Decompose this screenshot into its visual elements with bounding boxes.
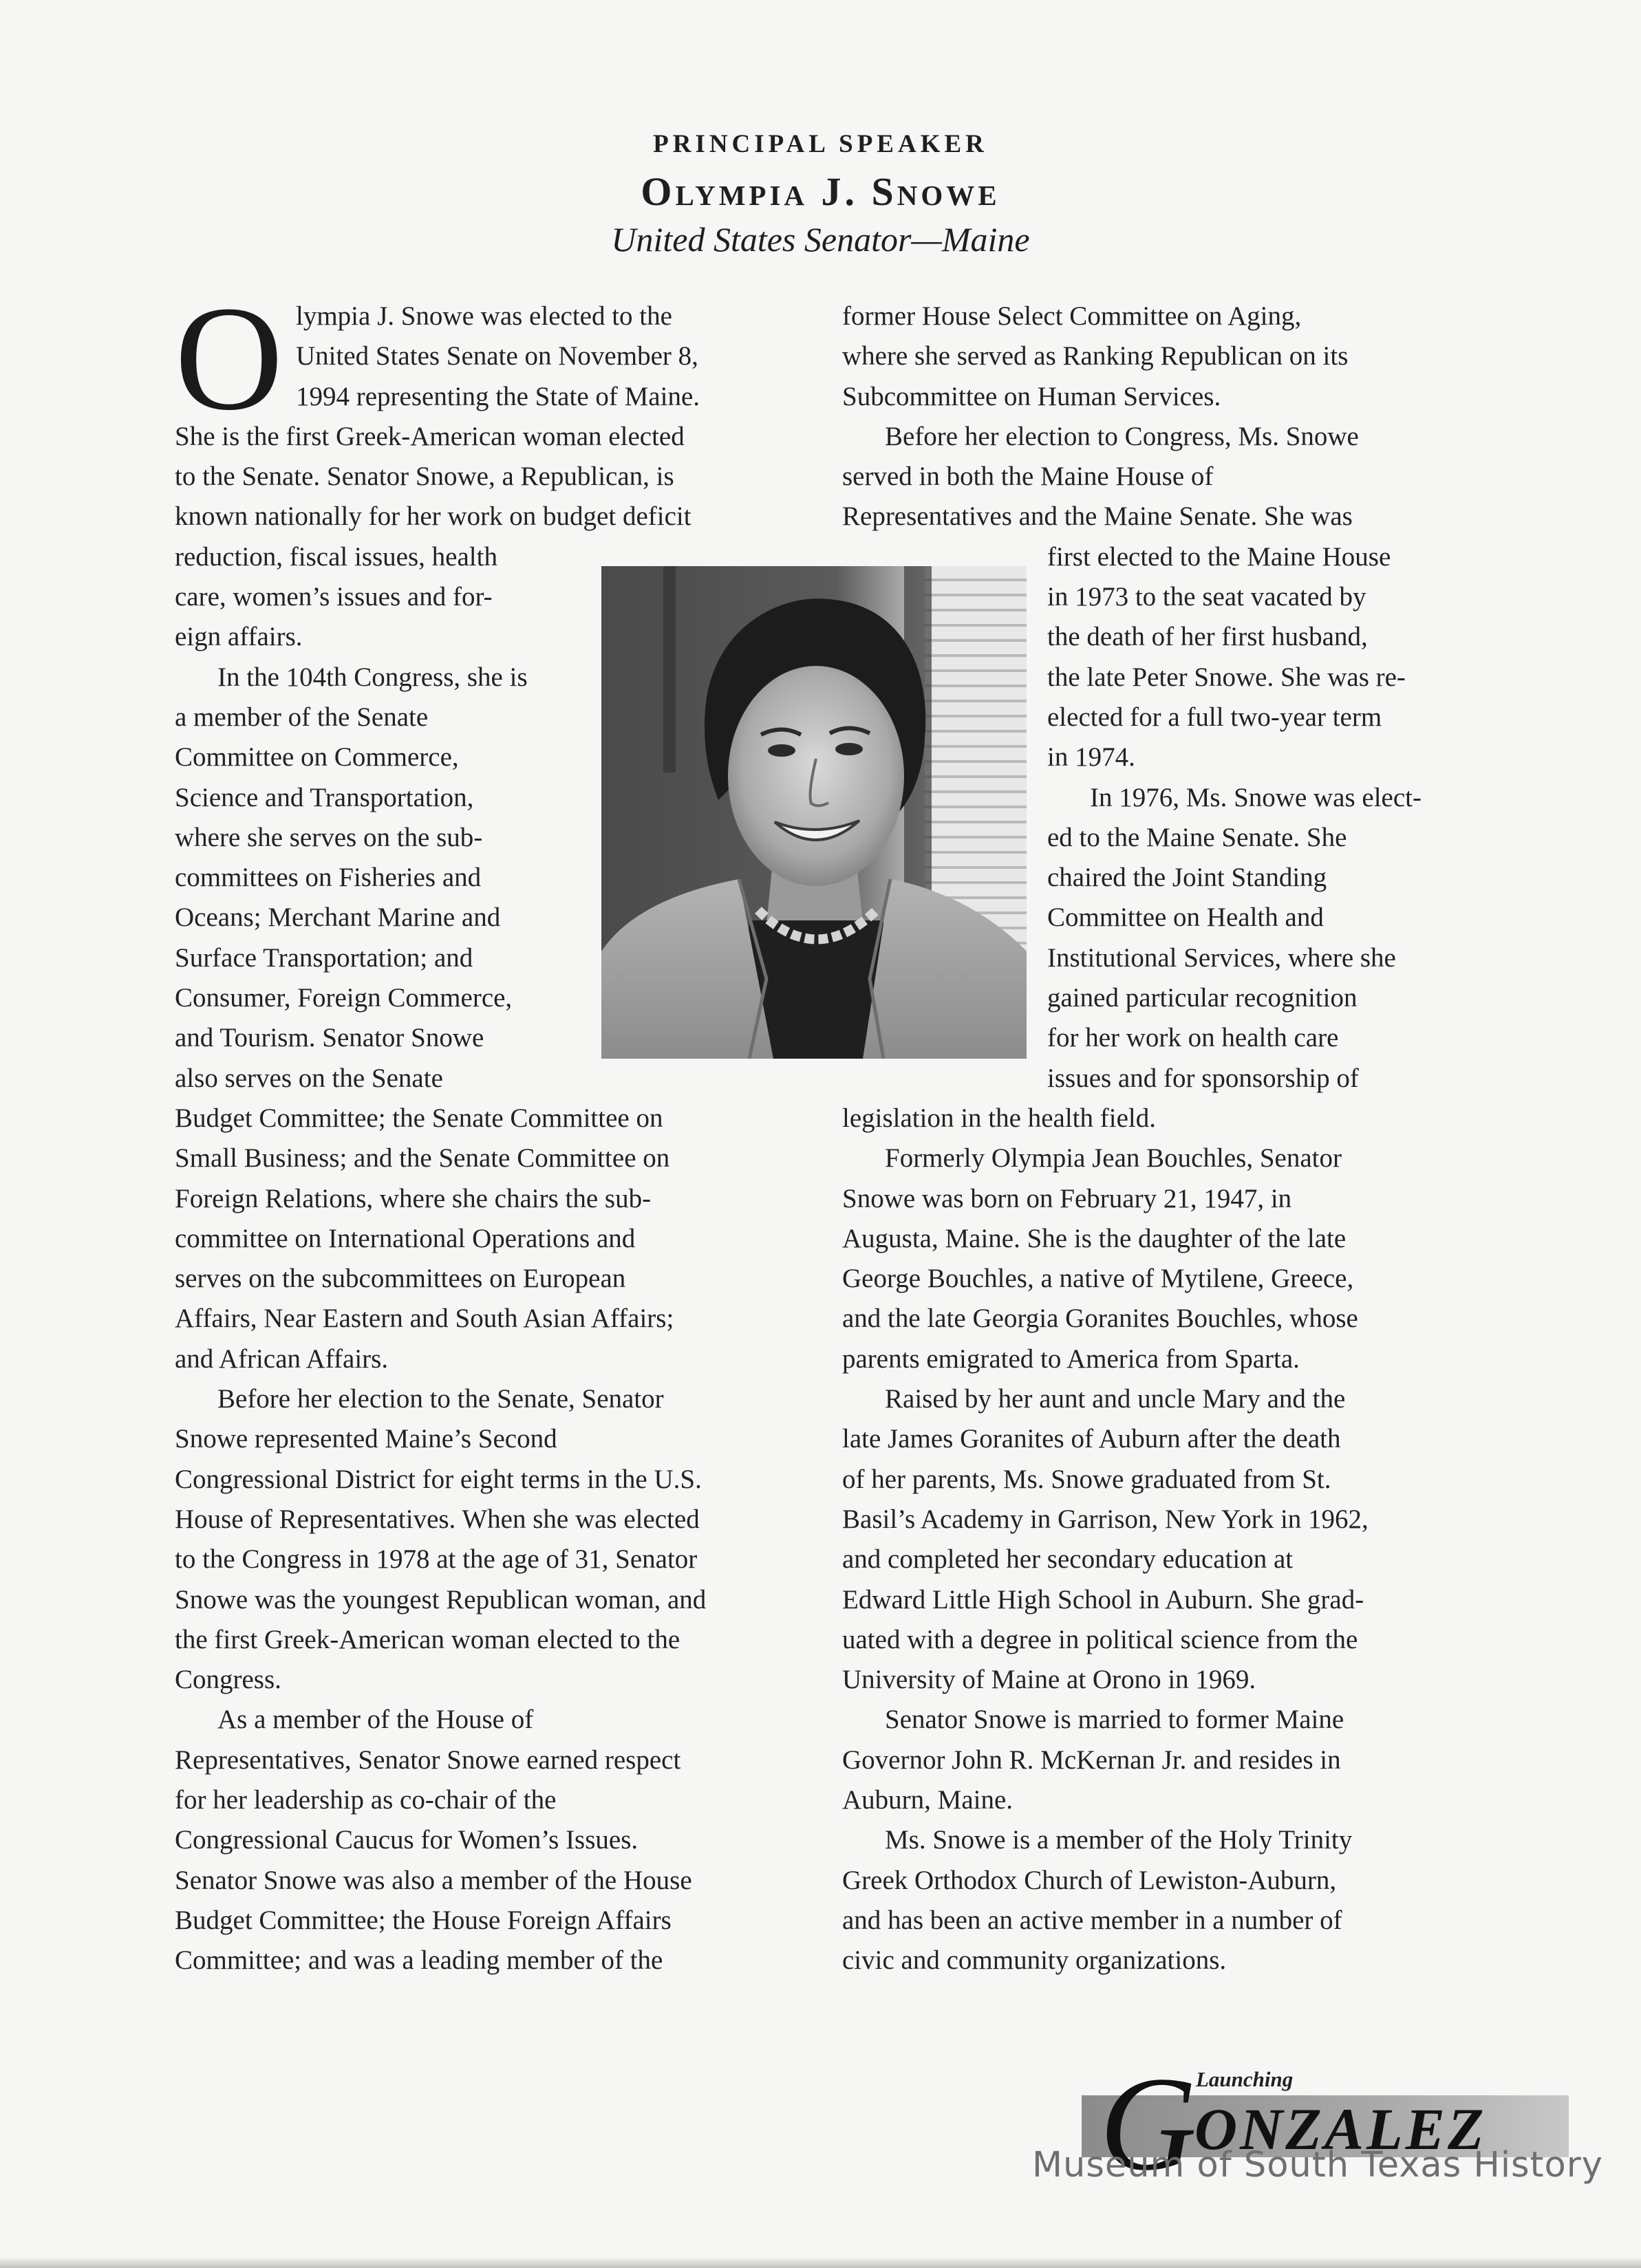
text-line: Snowe was born on February 21, 1947, in	[842, 1183, 1292, 1213]
text-line: Senator Snowe is married to former Maine	[885, 1705, 1344, 1735]
logo-wordmark: ONZALEZ	[1194, 2096, 1487, 2162]
text-line: and completed her secondary education at	[842, 1544, 1294, 1575]
text-line: Augusta, Maine. She is the daughter of the late	[842, 1223, 1347, 1253]
logo-tagline: Launching	[1196, 2067, 1294, 2091]
text-line: Science and Transportation,	[175, 782, 474, 812]
speaker-header	[0, 129, 1641, 260]
scan-edge-shadow	[0, 2257, 1641, 2268]
text-line: and the late Georgia Goranites Bouchles, whose	[842, 1304, 1358, 1334]
text-line: ed to the Maine Senate. She	[1047, 822, 1347, 852]
text-line: Committee; and was a leading member of the	[175, 1945, 663, 1976]
text-line: Representatives and the Maine Senate. She was	[842, 501, 1353, 532]
text-line: where she serves on the sub-	[175, 822, 483, 852]
text-line: University of Maine at Orono in 1969.	[842, 1665, 1256, 1695]
text-line: issues and for sponsorship of	[1047, 1063, 1359, 1093]
text-line: As a member of the House of	[217, 1705, 534, 1735]
text-line: former House Select Committee on Aging,	[842, 301, 1302, 331]
text-line: late James Goranites of Auburn after the death	[842, 1424, 1341, 1454]
text-line: In the 104th Congress, she is	[217, 662, 528, 692]
text-line: in 1974.	[1047, 742, 1135, 773]
text-line: George Bouchles, a native of Mytilene, Greece,	[842, 1264, 1354, 1294]
text-line: In 1976, Ms. Snowe was elect-	[1090, 782, 1422, 812]
text-line: committees on Fisheries and	[175, 863, 482, 893]
text-line: the death of her first husband,	[1047, 622, 1368, 652]
text-line: for her leadership as co-chair of the	[175, 1784, 557, 1815]
text-line: to the Congress in 1978 at the age of 31, Senator	[175, 1544, 698, 1575]
text-line: 1994 representing the State of Maine.	[296, 381, 700, 411]
text-line: a member of the Senate	[175, 702, 429, 732]
text-line: Snowe was the youngest Republican woman, and	[175, 1584, 707, 1614]
text-line: Congressional Caucus for Women’s Issues.	[175, 1825, 639, 1855]
text-line: known nationally for her work on budget deficit	[175, 501, 691, 532]
text-line: Edward Little High School in Auburn. She grad-	[842, 1584, 1364, 1614]
text-line: Greek Orthodox Church of Lewiston-Auburn,	[842, 1865, 1337, 1895]
speaker-title: United States Senator—Maine	[611, 220, 1030, 259]
text-line: eign affairs.	[175, 622, 303, 652]
text-line: Snowe represented Maine’s Second	[175, 1424, 557, 1454]
text-line: Committee on Health and	[1047, 903, 1324, 933]
text-line: Basil’s Academy in Garrison, New York in 1962,	[842, 1504, 1369, 1534]
text-line: House of Representatives. When she was elected	[175, 1504, 700, 1534]
text-line: Governor John R. McKernan Jr. and resides in	[842, 1745, 1341, 1775]
text-line: She is the first Greek-American woman elected	[175, 421, 685, 451]
text-line: where she served as Ranking Republican on its	[842, 341, 1349, 371]
text-line: Formerly Olympia Jean Bouchles, Senator	[885, 1143, 1342, 1174]
text-line: elected for a full two-year term	[1047, 702, 1382, 732]
text-line: gained particular recognition	[1047, 983, 1358, 1013]
text-line: Small Business; and the Senate Committee on	[175, 1143, 670, 1174]
text-line: Committee on Commerce,	[175, 742, 459, 773]
text-line: Raised by her aunt and uncle Mary and the	[885, 1384, 1346, 1414]
text-line: serves on the subcommittees on European	[175, 1264, 626, 1294]
text-line: of her parents, Ms. Snowe graduated from St.	[842, 1464, 1331, 1494]
text-line: committee on International Operations and	[175, 1223, 636, 1253]
text-line: Budget Committee; the Senate Committee on	[175, 1103, 663, 1133]
logo-initial: G	[1100, 2049, 1197, 2199]
text-line: the late Peter Snowe. She was re-	[1047, 662, 1406, 692]
text-line: and has been an active member in a number of	[842, 1905, 1342, 1935]
text-line: chaired the Joint Standing	[1047, 863, 1327, 893]
text-line: Subcommittee on Human Services.	[842, 381, 1221, 411]
text-line: to the Senate. Senator Snowe, a Republican, is	[175, 462, 674, 492]
drop-cap: O	[175, 276, 283, 442]
text-line: Budget Committee; the House Foreign Affairs	[175, 1905, 672, 1935]
text-line: the first Greek-American woman elected to the	[175, 1624, 680, 1654]
text-line: Before her election to the Senate, Senator	[217, 1384, 664, 1414]
text-line: Surface Transportation; and	[175, 942, 473, 973]
text-line: Senator Snowe was also a member of the House	[175, 1865, 692, 1895]
text-line: Foreign Relations, where she chairs the sub-	[175, 1183, 652, 1213]
text-line: served in both the Maine House of	[842, 462, 1214, 492]
right-column	[842, 296, 1461, 1980]
text-line: and African Affairs.	[175, 1343, 389, 1374]
text-line: civic and community organizations.	[842, 1945, 1227, 1976]
text-line: also serves on the Senate	[175, 1063, 443, 1093]
museum-watermark: Museum of South Texas History	[1032, 2145, 1603, 2185]
text-line: care, women’s issues and for-	[175, 582, 493, 612]
text-line: and Tourism. Senator Snowe	[175, 1023, 484, 1053]
text-line: Affairs, Near Eastern and South Asian Affairs;	[175, 1304, 674, 1334]
text-line: first elected to the Maine House	[1047, 541, 1391, 572]
text-line: Institutional Services, where she	[1047, 942, 1396, 973]
text-line: parents emigrated to America from Sparta.	[842, 1343, 1300, 1374]
text-line: Congressional District for eight terms in the U.S.	[175, 1464, 702, 1494]
text-line: in 1973 to the seat vacated by	[1047, 582, 1366, 612]
text-line: uated with a degree in political science from the	[842, 1624, 1358, 1654]
speaker-name: Olympia J. Snowe	[641, 169, 1000, 214]
text-line: reduction, fiscal issues, health	[175, 541, 497, 572]
text-line: Congress.	[175, 1665, 281, 1695]
text-line: Consumer, Foreign Commerce,	[175, 983, 513, 1013]
text-line: lympia J. Snowe was elected to the	[296, 301, 672, 331]
text-line: United States Senate on November 8,	[296, 341, 698, 371]
text-line: for her work on health care	[1047, 1023, 1339, 1053]
section-kicker: PRINCIPAL SPEAKER	[653, 130, 988, 158]
text-line: Representatives, Senator Snowe earned respect	[175, 1745, 681, 1775]
text-line: legislation in the health field.	[842, 1103, 1156, 1133]
text-line: Auburn, Maine.	[842, 1784, 1013, 1815]
text-line: Oceans; Merchant Marine and	[175, 903, 501, 933]
text-line: Ms. Snowe is a member of the Holy Trinity	[885, 1825, 1353, 1855]
text-line: Before her election to Congress, Ms. Snowe	[885, 421, 1359, 451]
left-column	[175, 276, 794, 1980]
